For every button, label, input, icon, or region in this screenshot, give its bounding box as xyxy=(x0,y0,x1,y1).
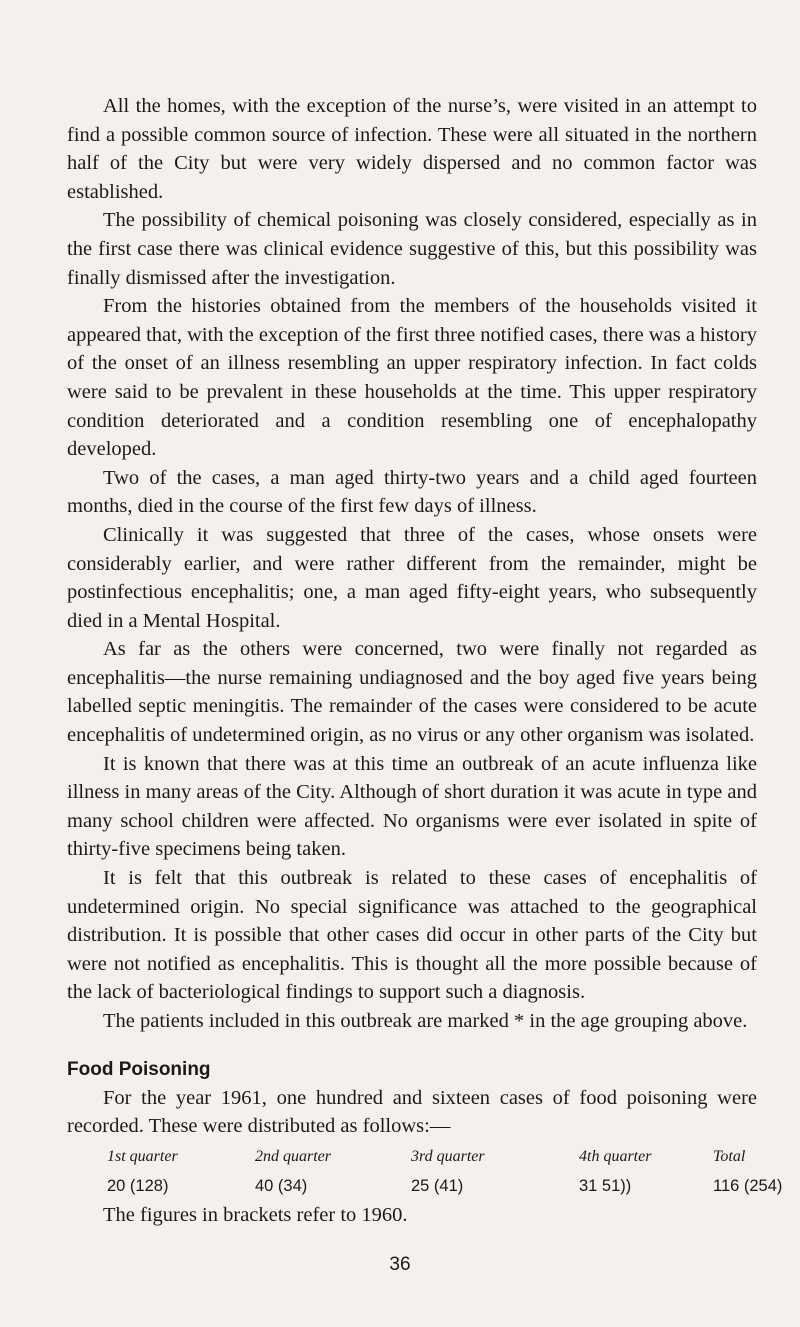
total-value: 116 (254) xyxy=(713,1176,783,1195)
bracket-note: The figures in brackets refer to 1960. xyxy=(103,1203,408,1226)
quarter-value: 40 (34) xyxy=(255,1176,308,1195)
quarter-column xyxy=(411,1143,579,1201)
paragraph: It is felt that this outbreak is related to these cases of encephalitis of undetermined origin. No special significance was attached to the geographical distribution. It is possible that other cases did occur in other parts of the City but were not notified as encephalitis. This is thought all the more possible because of the lack of bacteriological findings to support such a diagnosis. xyxy=(67,867,757,1004)
food-poisoning-intro: For the year 1961, one hundred and sixteen cases of food poisoning were recorded. These were distributed as follows:— xyxy=(67,1086,757,1138)
quarter-label: 4th quarter xyxy=(579,1147,652,1165)
paragraph: Clinically it was suggested that three of the cases, whose onsets were considerably earlier, and were rather different from the remainder, might be postinfectious encephalitis; one, a man aged fifty-eight years, who subsequently died in a Mental Hospital. xyxy=(67,523,757,632)
total-label: Total xyxy=(713,1147,746,1165)
paragraph: As far as the others were concerned, two were finally not regarded as encephalitis—the nurse remaining undiagnosed and the boy aged five years being labelled septic meningitis. The remainder of the cases were considered to be acute encephalitis of undetermined origin, as no virus or any other organism was isolated. xyxy=(67,638,757,747)
document-page xyxy=(67,92,783,1229)
paragraph: The patients included in this outbreak are marked * in the age grouping above. xyxy=(103,1010,748,1032)
paragraph: The possibility of chemical poisoning was closely considered, especially as in the first case there was clinical evidence suggestive of this, but this possibility was finally dismissed after the investigation. xyxy=(67,209,757,289)
quarterly-figures xyxy=(67,1143,783,1201)
paragraph: It is known that there was at this time an outbreak of an acute influenza like illness in many areas of the City. Although of short duration it was acute in type and many school children were affected. No organisms were ever isolated in spite of thirty-five specimens being taken. xyxy=(67,752,757,861)
quarter-label: 1st quarter xyxy=(107,1147,178,1165)
quarter-column xyxy=(255,1143,411,1201)
quarter-value: 25 (41) xyxy=(411,1176,464,1195)
quarter-label: 3rd quarter xyxy=(411,1147,485,1165)
paragraph: From the histories obtained from the members of the households visited it appeared that, with the exception of the first three notified cases, there was a history of the onset of an illness resembling an upper respiratory infection. In fact colds were said to be prevalent in these households at the time. This upper respiratory condition deteriorated and a condition resembling one of encephalopathy developed. xyxy=(67,295,757,461)
total-column xyxy=(713,1143,783,1201)
quarter-value: 31 51)) xyxy=(579,1176,632,1195)
paragraph: Two of the cases, a man aged thirty-two years and a child aged fourteen months, died in the course of the first few days of illness. xyxy=(67,466,757,518)
quarter-value: 20 (128) xyxy=(107,1176,169,1195)
page-number: 36 xyxy=(389,1254,411,1275)
quarter-column xyxy=(579,1143,713,1201)
food-poisoning-heading: Food Poisoning xyxy=(67,1058,211,1080)
quarter-column xyxy=(107,1143,255,1201)
quarter-label: 2nd quarter xyxy=(255,1147,331,1165)
paragraph: All the homes, with the exception of the nurse’s, were visited in an attempt to find a possible common source of infection. These were all situated in the northern half of the City but were very widely dispersed and no common factor was established. xyxy=(67,95,757,203)
